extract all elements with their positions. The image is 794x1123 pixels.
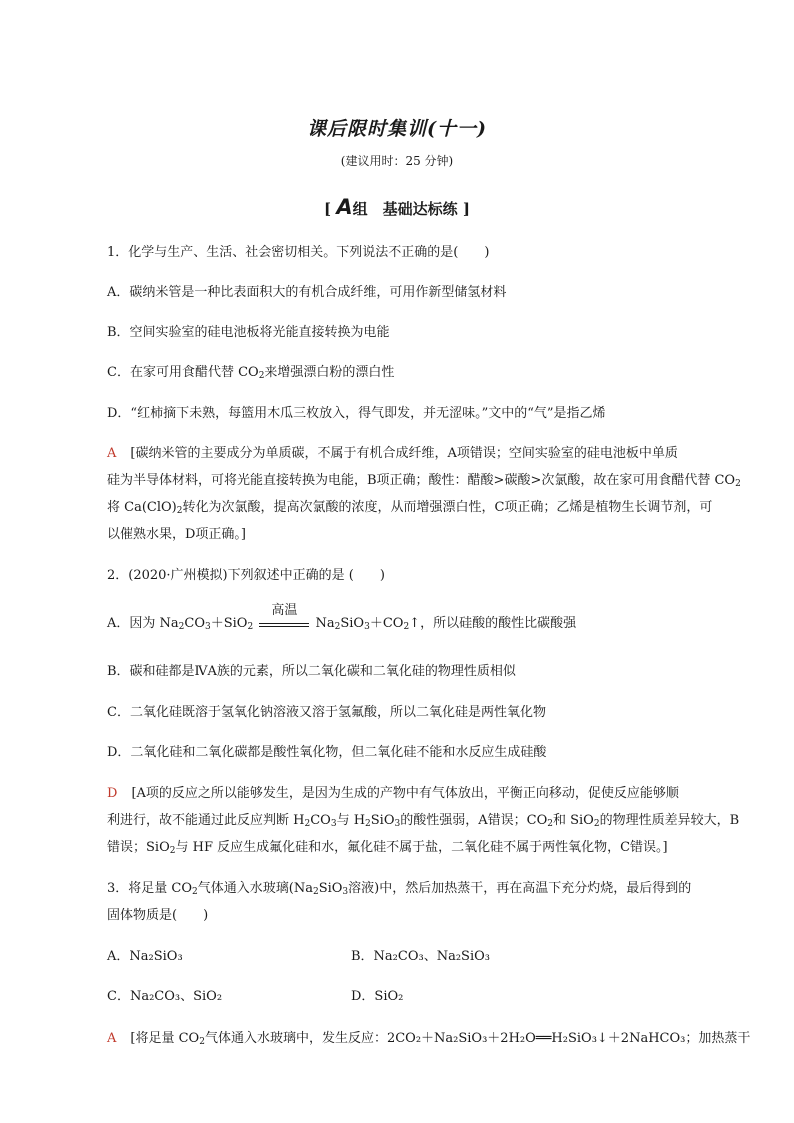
reaction-condition: 高温 [259, 617, 309, 627]
question-3-options-row-2 [107, 986, 718, 1008]
question-1-option-a: A．碳纳米管是一种比表面积大的有机合成纤维，可用作新型储氢材料 [107, 285, 507, 300]
question-2-option-d: D．二氧化硅和二氧化碳都是酸性氧化物，但二氧化硅不能和水反应生成硅酸 [107, 745, 547, 760]
page-subtitle: (建议用时：25 分钟) [340, 154, 454, 168]
question-2-stem: 2．(2020·广州模拟)下列叙述中正确的是 ( ) [107, 568, 385, 583]
question-1-stem: 1．化学与生产、生活、社会密切相关。下列说法不正确的是( ) [107, 245, 490, 260]
question-1-option-b: B．空间实验室的硅电池板将光能直接转换为电能 [107, 325, 390, 340]
question-3-option-d: D．SiO₂ [351, 989, 404, 1004]
question-1-answer: A [107, 446, 117, 461]
section-letter: A [336, 195, 353, 219]
question-2-answer: D [107, 786, 118, 801]
question-2-explanation-line-2: 利进行，故不能通过此反应判断 $H_2CO_3$与 $H_2SiO_3$的酸性强弱，A错误；$CO_2$和 SiO$_2$的物理性质差异较大，B [107, 813, 740, 829]
page-title: 课后限时集训(十一) [307, 118, 487, 140]
question-3-option-c: C．Na₂CO₃、SiO₂ [107, 989, 223, 1004]
question-1-explanation-line-3: 将 $Ca(ClO)_2$转化为次氯酸，提高次氯酸的浓度，从而增强漂白性，C项正确；乙烯是植物生长调节剂，可 [107, 500, 713, 516]
question-3-option-a: A．Na₂SiO₃ [107, 949, 183, 964]
question-2-option-a: A．因为 $Na_2CO_3+SiO_2$ 高温 $Na_2SiO_3+CO_2↑$，所以硅酸的酸性比碳酸强 [107, 603, 577, 632]
question-2-explanation-line-1: D [A项的反应之所以能够发生，是因为生成的产物中有气体放出，平衡正向移动，促使反应能够顺 [107, 786, 679, 801]
section-bracket-close: ] [462, 200, 470, 218]
question-3-options-row-1 [107, 946, 718, 968]
section-bracket-open: [ [324, 200, 332, 218]
question-3-stem-line-1: 3．将足量 $CO_2$气体通入水玻璃($Na_2SiO_3$溶液)中，然后加热蒸干，再在高温下充分灼烧，最后得到的 [107, 881, 692, 897]
question-3-option-b: B．Na₂CO₃、Na₂SiO₃ [351, 949, 490, 964]
question-3-answer: A [107, 1031, 117, 1046]
question-3-explanation-line-1: A [将足量 $CO_2$气体通入水玻璃中，发生反应：2CO₂＋Na₂SiO₃＋2H₂O══H₂SiO₃↓＋2NaHCO₃；加热蒸干 [107, 1031, 751, 1047]
section-label: 组 基础达标练 [352, 200, 458, 218]
question-1-explanation-line-1: A [碳纳米管的主要成分为单质碳，不属于有机合成纤维，A项错误；空间实验室的硅电池板中单质 [107, 446, 678, 461]
question-1-option-c: C．在家可用食醋代替 $CO_2$来增强漂白粉的漂白性 [107, 365, 395, 381]
section-heading [0, 195, 794, 219]
question-2-explanation-line-3: 错误；SiO$_2$与 HF 反应生成氟化硅和水，氟化硅不属于盐，二氧化硅不属于两性氧化物，C错误。] [107, 840, 668, 856]
question-2-option-c: C．二氧化硅既溶于氢氧化钠溶液又溶于氢氟酸，所以二氧化硅是两性氧化物 [107, 705, 546, 720]
question-1-option-d: D．“红柿摘下未熟，每篮用木瓜三枚放入，得气即发，并无涩味。”文中的“气”是指乙烯 [107, 406, 606, 421]
question-1-explanation-line-4: 以催熟水果，D项正确。] [107, 527, 246, 542]
question-3-stem-line-2: 固体物质是( ) [107, 908, 209, 923]
question-2-option-b: B．碳和硅都是ⅣA族的元素，所以二氧化碳和二氧化硅的物理性质相似 [107, 664, 516, 679]
question-1-explanation-line-2: 硅为半导体材料，可将光能直接转换为电能，B项正确；酸性：醋酸>碳酸>次氯酸，故在家可用食醋代替 $CO_2$ [107, 473, 741, 489]
